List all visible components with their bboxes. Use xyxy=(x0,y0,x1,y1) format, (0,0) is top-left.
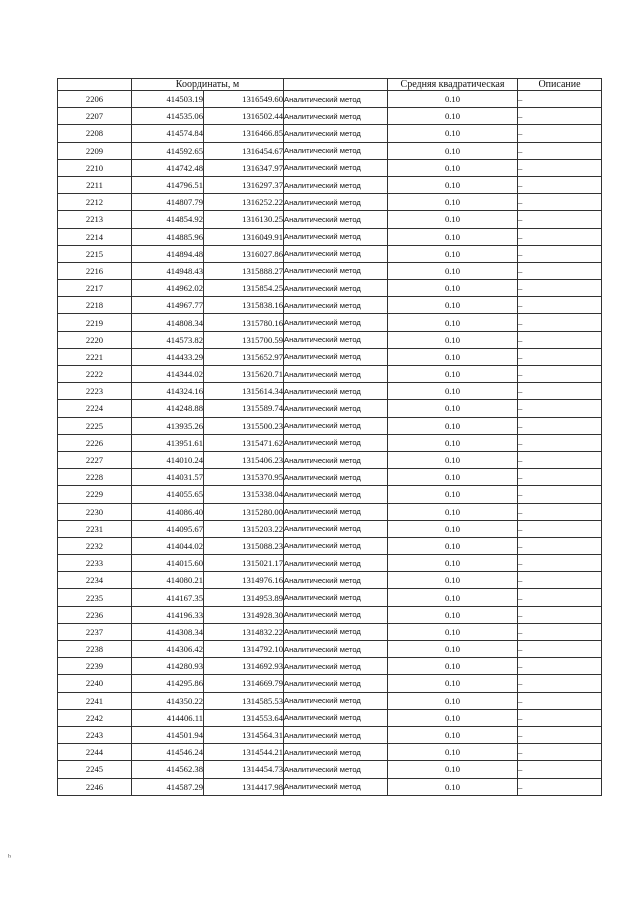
x-coordinate-cell: 414574.84 xyxy=(132,125,204,142)
method-cell: Аналитический метод xyxy=(284,91,388,108)
description-cell: – xyxy=(518,366,602,383)
point-number-cell: 2222 xyxy=(58,366,132,383)
y-coordinate-cell: 1316454.67 xyxy=(204,142,284,159)
x-coordinate-cell: 414095.67 xyxy=(132,520,204,537)
point-number-cell: 2228 xyxy=(58,469,132,486)
point-number-cell: 2236 xyxy=(58,606,132,623)
error-cell: 0.10 xyxy=(388,417,518,434)
table-row xyxy=(58,400,602,417)
error-cell: 0.10 xyxy=(388,383,518,400)
method-cell: Аналитический метод xyxy=(284,692,388,709)
table-row xyxy=(58,623,602,640)
method-cell: Аналитический метод xyxy=(284,262,388,279)
point-number-cell: 2225 xyxy=(58,417,132,434)
table-row xyxy=(58,176,602,193)
x-coordinate-cell: 414010.24 xyxy=(132,451,204,468)
point-number-cell: 2213 xyxy=(58,211,132,228)
method-cell: Аналитический метод xyxy=(284,245,388,262)
table-row xyxy=(58,125,602,142)
y-coordinate-cell: 1314564.31 xyxy=(204,726,284,743)
point-number-cell: 2226 xyxy=(58,434,132,451)
error-cell: 0.10 xyxy=(388,726,518,743)
description-cell: – xyxy=(518,348,602,365)
table-row xyxy=(58,245,602,262)
point-number-cell: 2230 xyxy=(58,503,132,520)
error-cell: 0.10 xyxy=(388,589,518,606)
x-coordinate-cell: 414948.43 xyxy=(132,262,204,279)
method-cell: Аналитический метод xyxy=(284,589,388,606)
x-coordinate-cell: 414742.48 xyxy=(132,159,204,176)
method-cell: Аналитический метод xyxy=(284,142,388,159)
error-cell: 0.10 xyxy=(388,348,518,365)
y-coordinate-cell: 1316130.25 xyxy=(204,211,284,228)
description-cell: – xyxy=(518,331,602,348)
y-coordinate-cell: 1316252.22 xyxy=(204,194,284,211)
table-row xyxy=(58,589,602,606)
x-coordinate-cell: 414535.06 xyxy=(132,108,204,125)
x-coordinate-cell: 414324.16 xyxy=(132,383,204,400)
table-row xyxy=(58,692,602,709)
method-cell: Аналитический метод xyxy=(284,417,388,434)
table-row xyxy=(58,675,602,692)
point-number-cell: 2245 xyxy=(58,761,132,778)
error-cell: 0.10 xyxy=(388,434,518,451)
description-cell: – xyxy=(518,228,602,245)
table-row xyxy=(58,744,602,761)
point-number-cell: 2215 xyxy=(58,245,132,262)
description-cell: – xyxy=(518,520,602,537)
table-row xyxy=(58,211,602,228)
x-coordinate-cell: 414808.34 xyxy=(132,314,204,331)
table-row xyxy=(58,262,602,279)
x-coordinate-cell: 414350.22 xyxy=(132,692,204,709)
method-cell: Аналитический метод xyxy=(284,211,388,228)
y-coordinate-cell: 1314928.30 xyxy=(204,606,284,623)
y-coordinate-cell: 1314417.98 xyxy=(204,778,284,795)
method-cell: Аналитический метод xyxy=(284,159,388,176)
x-coordinate-cell: 414885.96 xyxy=(132,228,204,245)
point-number-cell: 2246 xyxy=(58,778,132,795)
x-coordinate-cell: 414573.82 xyxy=(132,331,204,348)
method-cell: Аналитический метод xyxy=(284,761,388,778)
table-row xyxy=(58,520,602,537)
description-cell: – xyxy=(518,658,602,675)
error-cell: 0.10 xyxy=(388,658,518,675)
description-column-header: Описание xyxy=(518,79,602,91)
method-cell: Аналитический метод xyxy=(284,108,388,125)
error-cell: 0.10 xyxy=(388,314,518,331)
point-number-cell: 2240 xyxy=(58,675,132,692)
x-coordinate-cell: 413935.26 xyxy=(132,417,204,434)
description-cell: – xyxy=(518,537,602,554)
method-cell: Аналитический метод xyxy=(284,194,388,211)
x-coordinate-cell: 414501.94 xyxy=(132,726,204,743)
description-cell: – xyxy=(518,572,602,589)
table-row xyxy=(58,280,602,297)
method-cell: Аналитический метод xyxy=(284,314,388,331)
description-cell: – xyxy=(518,383,602,400)
table-row xyxy=(58,503,602,520)
table-row xyxy=(58,451,602,468)
description-cell: – xyxy=(518,761,602,778)
y-coordinate-cell: 1315338.04 xyxy=(204,486,284,503)
point-number-cell: 2221 xyxy=(58,348,132,365)
point-number-cell: 2234 xyxy=(58,572,132,589)
y-coordinate-cell: 1315406.23 xyxy=(204,451,284,468)
method-cell: Аналитический метод xyxy=(284,383,388,400)
table-row xyxy=(58,641,602,658)
description-cell: – xyxy=(518,641,602,658)
x-coordinate-cell: 414086.40 xyxy=(132,503,204,520)
number-column-header xyxy=(58,79,132,91)
description-cell: – xyxy=(518,176,602,193)
point-number-cell: 2207 xyxy=(58,108,132,125)
point-number-cell: 2235 xyxy=(58,589,132,606)
x-coordinate-cell: 414546.24 xyxy=(132,744,204,761)
y-coordinate-cell: 1315203.22 xyxy=(204,520,284,537)
description-cell: – xyxy=(518,606,602,623)
y-coordinate-cell: 1315838.16 xyxy=(204,297,284,314)
error-cell: 0.10 xyxy=(388,159,518,176)
method-cell: Аналитический метод xyxy=(284,331,388,348)
description-cell: – xyxy=(518,486,602,503)
error-cell: 0.10 xyxy=(388,297,518,314)
x-coordinate-cell: 414562.38 xyxy=(132,761,204,778)
x-coordinate-cell: 414406.11 xyxy=(132,709,204,726)
table-row xyxy=(58,142,602,159)
error-cell: 0.10 xyxy=(388,675,518,692)
y-coordinate-cell: 1315700.59 xyxy=(204,331,284,348)
y-coordinate-cell: 1314692.93 xyxy=(204,658,284,675)
table-row xyxy=(58,761,602,778)
description-cell: – xyxy=(518,245,602,262)
method-column-header xyxy=(284,79,388,91)
table-row xyxy=(58,709,602,726)
coordinates-table xyxy=(57,78,602,796)
point-number-cell: 2242 xyxy=(58,709,132,726)
method-cell: Аналитический метод xyxy=(284,486,388,503)
y-coordinate-cell: 1316502.44 xyxy=(204,108,284,125)
y-coordinate-cell: 1316049.91 xyxy=(204,228,284,245)
x-coordinate-cell: 414280.93 xyxy=(132,658,204,675)
method-cell: Аналитический метод xyxy=(284,366,388,383)
x-coordinate-cell: 414167.35 xyxy=(132,589,204,606)
table-header xyxy=(58,79,602,91)
description-cell: – xyxy=(518,211,602,228)
error-cell: 0.10 xyxy=(388,778,518,795)
error-cell: 0.10 xyxy=(388,331,518,348)
y-coordinate-cell: 1314832.22 xyxy=(204,623,284,640)
description-cell: – xyxy=(518,778,602,795)
method-cell: Аналитический метод xyxy=(284,641,388,658)
point-number-cell: 2239 xyxy=(58,658,132,675)
y-coordinate-cell: 1314976.16 xyxy=(204,572,284,589)
error-cell: 0.10 xyxy=(388,641,518,658)
description-cell: – xyxy=(518,280,602,297)
point-number-cell: 2231 xyxy=(58,520,132,537)
x-coordinate-cell: 414967.77 xyxy=(132,297,204,314)
x-coordinate-cell: 414031.57 xyxy=(132,469,204,486)
y-coordinate-cell: 1316466.85 xyxy=(204,125,284,142)
y-coordinate-cell: 1315888.27 xyxy=(204,262,284,279)
scan-mark: ʰ xyxy=(8,852,11,862)
x-coordinate-cell: 414196.33 xyxy=(132,606,204,623)
description-cell: – xyxy=(518,692,602,709)
point-number-cell: 2233 xyxy=(58,555,132,572)
method-cell: Аналитический метод xyxy=(284,348,388,365)
description-cell: – xyxy=(518,400,602,417)
point-number-cell: 2206 xyxy=(58,91,132,108)
table-row xyxy=(58,555,602,572)
y-coordinate-cell: 1315088.23 xyxy=(204,537,284,554)
error-cell: 0.10 xyxy=(388,280,518,297)
x-coordinate-cell: 414306.42 xyxy=(132,641,204,658)
description-cell: – xyxy=(518,555,602,572)
table-row xyxy=(58,658,602,675)
method-cell: Аналитический метод xyxy=(284,555,388,572)
method-cell: Аналитический метод xyxy=(284,469,388,486)
x-coordinate-cell: 414080.21 xyxy=(132,572,204,589)
description-cell: – xyxy=(518,91,602,108)
y-coordinate-cell: 1316549.60 xyxy=(204,91,284,108)
description-cell: – xyxy=(518,503,602,520)
x-coordinate-cell: 414796.51 xyxy=(132,176,204,193)
error-cell: 0.10 xyxy=(388,572,518,589)
point-number-cell: 2209 xyxy=(58,142,132,159)
y-coordinate-cell: 1314544.21 xyxy=(204,744,284,761)
error-cell: 0.10 xyxy=(388,606,518,623)
error-cell: 0.10 xyxy=(388,262,518,279)
description-cell: – xyxy=(518,142,602,159)
description-cell: – xyxy=(518,589,602,606)
error-cell: 0.10 xyxy=(388,451,518,468)
table-row xyxy=(58,778,602,795)
method-cell: Аналитический метод xyxy=(284,280,388,297)
description-cell: – xyxy=(518,726,602,743)
y-coordinate-cell: 1314792.10 xyxy=(204,641,284,658)
error-cell: 0.10 xyxy=(388,108,518,125)
method-cell: Аналитический метод xyxy=(284,606,388,623)
method-cell: Аналитический метод xyxy=(284,176,388,193)
y-coordinate-cell: 1314553.64 xyxy=(204,709,284,726)
x-coordinate-cell: 414592.65 xyxy=(132,142,204,159)
point-number-cell: 2208 xyxy=(58,125,132,142)
x-coordinate-cell: 414308.34 xyxy=(132,623,204,640)
error-cell: 0.10 xyxy=(388,692,518,709)
method-cell: Аналитический метод xyxy=(284,726,388,743)
point-number-cell: 2210 xyxy=(58,159,132,176)
error-cell: 0.10 xyxy=(388,761,518,778)
coordinates-column-header: Координаты, м xyxy=(132,79,284,91)
y-coordinate-cell: 1315780.16 xyxy=(204,314,284,331)
y-coordinate-cell: 1316027.86 xyxy=(204,245,284,262)
y-coordinate-cell: 1316347.97 xyxy=(204,159,284,176)
table-row xyxy=(58,91,602,108)
point-number-cell: 2218 xyxy=(58,297,132,314)
table-row xyxy=(58,469,602,486)
error-cell: 0.10 xyxy=(388,744,518,761)
point-number-cell: 2220 xyxy=(58,331,132,348)
y-coordinate-cell: 1315614.34 xyxy=(204,383,284,400)
table-row xyxy=(58,606,602,623)
error-column-header: Средняя квадратическая xyxy=(388,79,518,91)
table-row xyxy=(58,434,602,451)
table-row xyxy=(58,228,602,245)
method-cell: Аналитический метод xyxy=(284,228,388,245)
description-cell: – xyxy=(518,194,602,211)
x-coordinate-cell: 414044.02 xyxy=(132,537,204,554)
point-number-cell: 2237 xyxy=(58,623,132,640)
description-cell: – xyxy=(518,159,602,176)
error-cell: 0.10 xyxy=(388,366,518,383)
error-cell: 0.10 xyxy=(388,211,518,228)
point-number-cell: 2229 xyxy=(58,486,132,503)
point-number-cell: 2243 xyxy=(58,726,132,743)
y-coordinate-cell: 1314953.89 xyxy=(204,589,284,606)
point-number-cell: 2217 xyxy=(58,280,132,297)
error-cell: 0.10 xyxy=(388,194,518,211)
x-coordinate-cell: 414344.02 xyxy=(132,366,204,383)
table-row xyxy=(58,348,602,365)
x-coordinate-cell: 414807.79 xyxy=(132,194,204,211)
description-cell: – xyxy=(518,675,602,692)
error-cell: 0.10 xyxy=(388,176,518,193)
table-row xyxy=(58,417,602,434)
method-cell: Аналитический метод xyxy=(284,451,388,468)
description-cell: – xyxy=(518,314,602,331)
y-coordinate-cell: 1315370.95 xyxy=(204,469,284,486)
point-number-cell: 2219 xyxy=(58,314,132,331)
point-number-cell: 2227 xyxy=(58,451,132,468)
error-cell: 0.10 xyxy=(388,469,518,486)
description-cell: – xyxy=(518,125,602,142)
error-cell: 0.10 xyxy=(388,91,518,108)
description-cell: – xyxy=(518,297,602,314)
table-row xyxy=(58,572,602,589)
table-row xyxy=(58,108,602,125)
table-row xyxy=(58,297,602,314)
description-cell: – xyxy=(518,262,602,279)
method-cell: Аналитический метод xyxy=(284,125,388,142)
y-coordinate-cell: 1315500.23 xyxy=(204,417,284,434)
method-cell: Аналитический метод xyxy=(284,778,388,795)
error-cell: 0.10 xyxy=(388,125,518,142)
error-cell: 0.10 xyxy=(388,486,518,503)
point-number-cell: 2223 xyxy=(58,383,132,400)
point-number-cell: 2211 xyxy=(58,176,132,193)
table-row xyxy=(58,726,602,743)
x-coordinate-cell: 414055.65 xyxy=(132,486,204,503)
method-cell: Аналитический метод xyxy=(284,572,388,589)
table-row xyxy=(58,314,602,331)
x-coordinate-cell: 414433.29 xyxy=(132,348,204,365)
method-cell: Аналитический метод xyxy=(284,623,388,640)
description-cell: – xyxy=(518,417,602,434)
description-cell: – xyxy=(518,469,602,486)
y-coordinate-cell: 1314454.73 xyxy=(204,761,284,778)
error-cell: 0.10 xyxy=(388,142,518,159)
description-cell: – xyxy=(518,451,602,468)
method-cell: Аналитический метод xyxy=(284,744,388,761)
error-cell: 0.10 xyxy=(388,228,518,245)
method-cell: Аналитический метод xyxy=(284,658,388,675)
table-row xyxy=(58,159,602,176)
y-coordinate-cell: 1314585.53 xyxy=(204,692,284,709)
method-cell: Аналитический метод xyxy=(284,520,388,537)
error-cell: 0.10 xyxy=(388,503,518,520)
table-body xyxy=(58,91,602,796)
y-coordinate-cell: 1315021.17 xyxy=(204,555,284,572)
table-row xyxy=(58,383,602,400)
y-coordinate-cell: 1315620.71 xyxy=(204,366,284,383)
y-coordinate-cell: 1314669.79 xyxy=(204,675,284,692)
table-row xyxy=(58,331,602,348)
table-row xyxy=(58,366,602,383)
error-cell: 0.10 xyxy=(388,623,518,640)
point-number-cell: 2232 xyxy=(58,537,132,554)
table-row xyxy=(58,194,602,211)
y-coordinate-cell: 1315652.97 xyxy=(204,348,284,365)
method-cell: Аналитический метод xyxy=(284,434,388,451)
method-cell: Аналитический метод xyxy=(284,709,388,726)
x-coordinate-cell: 414962.02 xyxy=(132,280,204,297)
error-cell: 0.10 xyxy=(388,537,518,554)
point-number-cell: 2216 xyxy=(58,262,132,279)
description-cell: – xyxy=(518,709,602,726)
x-coordinate-cell: 414015.60 xyxy=(132,555,204,572)
point-number-cell: 2214 xyxy=(58,228,132,245)
description-cell: – xyxy=(518,623,602,640)
point-number-cell: 2238 xyxy=(58,641,132,658)
x-coordinate-cell: 414503.19 xyxy=(132,91,204,108)
method-cell: Аналитический метод xyxy=(284,675,388,692)
error-cell: 0.10 xyxy=(388,555,518,572)
y-coordinate-cell: 1315589.74 xyxy=(204,400,284,417)
x-coordinate-cell: 414587.29 xyxy=(132,778,204,795)
y-coordinate-cell: 1316297.37 xyxy=(204,176,284,193)
table-row xyxy=(58,537,602,554)
point-number-cell: 2241 xyxy=(58,692,132,709)
table-row xyxy=(58,486,602,503)
y-coordinate-cell: 1315854.25 xyxy=(204,280,284,297)
x-coordinate-cell: 414894.48 xyxy=(132,245,204,262)
y-coordinate-cell: 1315280.00 xyxy=(204,503,284,520)
method-cell: Аналитический метод xyxy=(284,503,388,520)
description-cell: – xyxy=(518,434,602,451)
error-cell: 0.10 xyxy=(388,245,518,262)
x-coordinate-cell: 414248.88 xyxy=(132,400,204,417)
error-cell: 0.10 xyxy=(388,709,518,726)
point-number-cell: 2212 xyxy=(58,194,132,211)
point-number-cell: 2224 xyxy=(58,400,132,417)
point-number-cell: 2244 xyxy=(58,744,132,761)
error-cell: 0.10 xyxy=(388,400,518,417)
x-coordinate-cell: 413951.61 xyxy=(132,434,204,451)
x-coordinate-cell: 414295.86 xyxy=(132,675,204,692)
error-cell: 0.10 xyxy=(388,520,518,537)
description-cell: – xyxy=(518,744,602,761)
method-cell: Аналитический метод xyxy=(284,297,388,314)
method-cell: Аналитический метод xyxy=(284,400,388,417)
x-coordinate-cell: 414854.92 xyxy=(132,211,204,228)
description-cell: – xyxy=(518,108,602,125)
method-cell: Аналитический метод xyxy=(284,537,388,554)
y-coordinate-cell: 1315471.62 xyxy=(204,434,284,451)
